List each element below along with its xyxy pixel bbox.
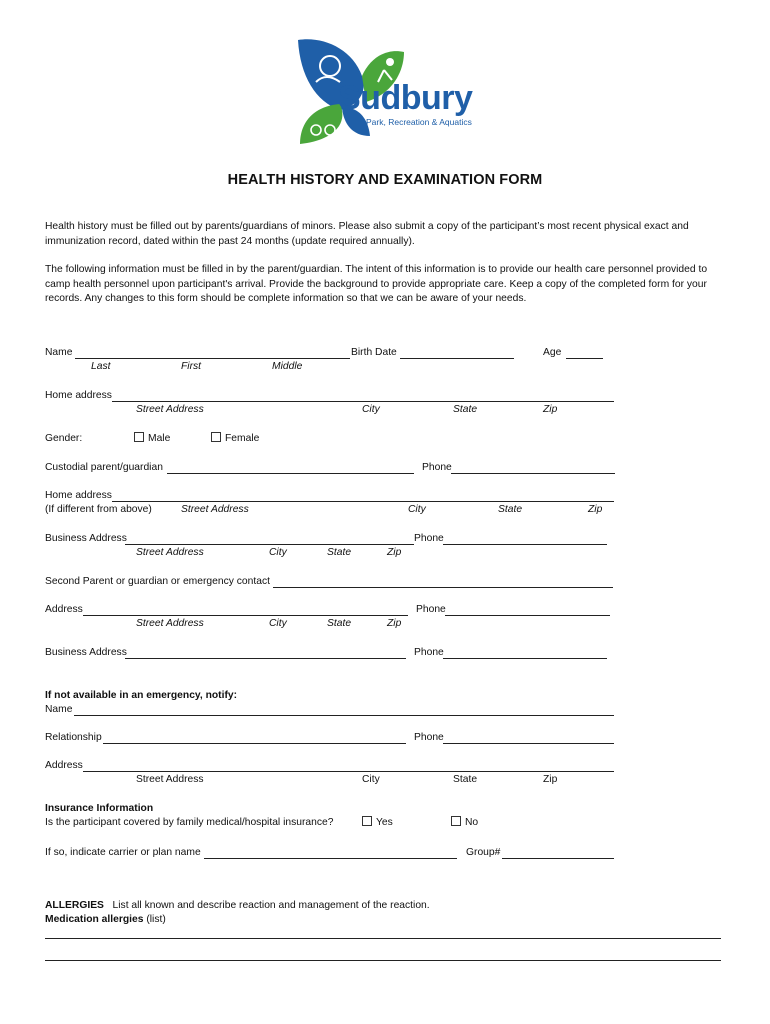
custodial-guardian-field[interactable] xyxy=(167,473,414,474)
medication-allergies-label: Medication allergies xyxy=(45,914,144,925)
emergency-heading: If not available in an emergency, notify: xyxy=(45,690,238,701)
state-caption: State xyxy=(327,547,352,558)
birth-date-field[interactable] xyxy=(400,358,514,359)
second-address-field[interactable] xyxy=(83,615,408,616)
list-note: (list) xyxy=(146,914,166,925)
logo-brand: Sudbury xyxy=(338,79,473,117)
emergency-address-field[interactable] xyxy=(83,771,614,772)
name-field[interactable] xyxy=(75,358,350,359)
insurance-yes-option[interactable] xyxy=(362,816,393,829)
carrier-label: If so, indicate carrier or plan name xyxy=(45,847,201,858)
second-parent-label: Second Parent or guardian or emergency contact xyxy=(45,576,270,587)
second-parent-field[interactable] xyxy=(273,587,613,588)
street-caption: Street Address xyxy=(136,774,204,785)
medication-allergies-line xyxy=(45,913,166,926)
zip-caption: Zip xyxy=(387,618,402,629)
gender-male-option[interactable] xyxy=(134,432,170,445)
gender-female-option[interactable] xyxy=(211,432,259,445)
male-label: Male xyxy=(148,433,171,444)
second-address-label: Address xyxy=(45,604,83,615)
street-caption: Street Address xyxy=(136,404,204,415)
middle-name-caption: Middle xyxy=(272,361,303,372)
allergies-line xyxy=(45,899,430,912)
guardian-business-address-label: Business Address xyxy=(45,533,127,544)
guardian-business-address-field[interactable] xyxy=(125,544,414,545)
city-caption: City xyxy=(362,404,380,415)
second-business-phone-label: Phone xyxy=(414,647,444,658)
yes-label: Yes xyxy=(376,817,393,828)
carrier-field[interactable] xyxy=(204,858,457,859)
relationship-field[interactable] xyxy=(103,743,406,744)
intro-paragraph-1: Health history must be filled out by parents/guardians of minors. Please also submit a copy of the participant’s most recent physical exact and immunization record, dated within the past 24 months (update required annually). xyxy=(45,221,689,247)
street-caption: Street Address xyxy=(181,504,249,515)
city-caption: City xyxy=(362,774,380,785)
female-label: Female xyxy=(225,433,260,444)
second-business-phone-field[interactable] xyxy=(443,658,607,659)
emergency-phone-field[interactable] xyxy=(443,743,614,744)
city-caption: City xyxy=(408,504,426,515)
sudbury-logo xyxy=(292,36,492,151)
zip-caption: Zip xyxy=(588,504,603,515)
street-caption: Street Address xyxy=(136,618,204,629)
gender-label: Gender: xyxy=(45,433,83,444)
guardian-business-phone-label: Phone xyxy=(414,533,444,544)
name-label: Name xyxy=(45,347,73,358)
second-phone-field[interactable] xyxy=(445,615,610,616)
relationship-label: Relationship xyxy=(45,732,102,743)
guardian-home-address-label: Home address xyxy=(45,490,112,501)
custodial-phone-field[interactable] xyxy=(451,473,615,474)
insurance-no-option[interactable] xyxy=(451,816,478,829)
group-label: Group# xyxy=(466,847,501,858)
age-label: Age xyxy=(543,347,562,358)
checkbox-icon[interactable] xyxy=(134,432,144,442)
insurance-question: Is the participant covered by family medical/hospital insurance? xyxy=(45,817,334,828)
city-caption: City xyxy=(269,547,287,558)
state-caption: State xyxy=(453,404,478,415)
street-caption: Street Address xyxy=(136,547,204,558)
if-different-note: (If different from above) xyxy=(45,504,152,515)
birth-date-label: Birth Date xyxy=(351,347,397,358)
medication-allergies-field-1[interactable] xyxy=(45,938,721,939)
zip-caption: Zip xyxy=(387,547,402,558)
home-address-field[interactable] xyxy=(112,401,614,402)
insurance-heading: Insurance Information xyxy=(45,803,154,814)
second-business-address-field[interactable] xyxy=(125,658,406,659)
city-caption: City xyxy=(269,618,287,629)
emergency-name-field[interactable] xyxy=(74,715,614,716)
checkbox-icon[interactable] xyxy=(211,432,221,442)
medication-allergies-field-2[interactable] xyxy=(45,960,721,961)
state-caption: State xyxy=(453,774,478,785)
page-title: HEALTH HISTORY AND EXAMINATION FORM xyxy=(227,172,543,188)
age-field[interactable] xyxy=(566,358,603,359)
custodial-phone-label: Phone xyxy=(422,462,452,473)
emergency-name-label: Name xyxy=(45,704,73,715)
allergies-heading: ALLERGIES xyxy=(45,900,104,911)
last-name-caption: Last xyxy=(91,361,111,372)
logo-tagline: Park, Recreation & Aquatics xyxy=(366,117,472,127)
custodial-guardian-label: Custodial parent/guardian xyxy=(45,462,163,473)
home-address-label: Home address xyxy=(45,390,112,401)
zip-caption: Zip xyxy=(543,404,558,415)
checkbox-icon[interactable] xyxy=(451,816,461,826)
second-phone-label: Phone xyxy=(416,604,446,615)
state-caption: State xyxy=(327,618,352,629)
guardian-business-phone-field[interactable] xyxy=(443,544,607,545)
second-business-address-label: Business Address xyxy=(45,647,127,658)
green-leaf-bottom-icon xyxy=(300,104,342,144)
state-caption: State xyxy=(498,504,523,515)
emergency-phone-label: Phone xyxy=(414,732,444,743)
intro-paragraph-2: The following information must be filled in by the parent/guardian. The intent of this information is to provide our health care personnel provided to camp health personnel upon participant's arrival. Provide the background to provide appropriate care. Keep a copy of the completed form for your records. Any changes to this form should be complete information so that we can be aware of your needs. xyxy=(45,264,708,304)
no-label: No xyxy=(465,817,479,828)
zip-caption: Zip xyxy=(543,774,558,785)
group-field[interactable] xyxy=(502,858,614,859)
allergies-instruction: List all known and describe reaction and management of the reaction. xyxy=(112,900,430,911)
guardian-home-address-field[interactable] xyxy=(112,501,614,502)
emergency-address-label: Address xyxy=(45,760,83,771)
first-name-caption: First xyxy=(181,361,202,372)
checkbox-icon[interactable] xyxy=(362,816,372,826)
